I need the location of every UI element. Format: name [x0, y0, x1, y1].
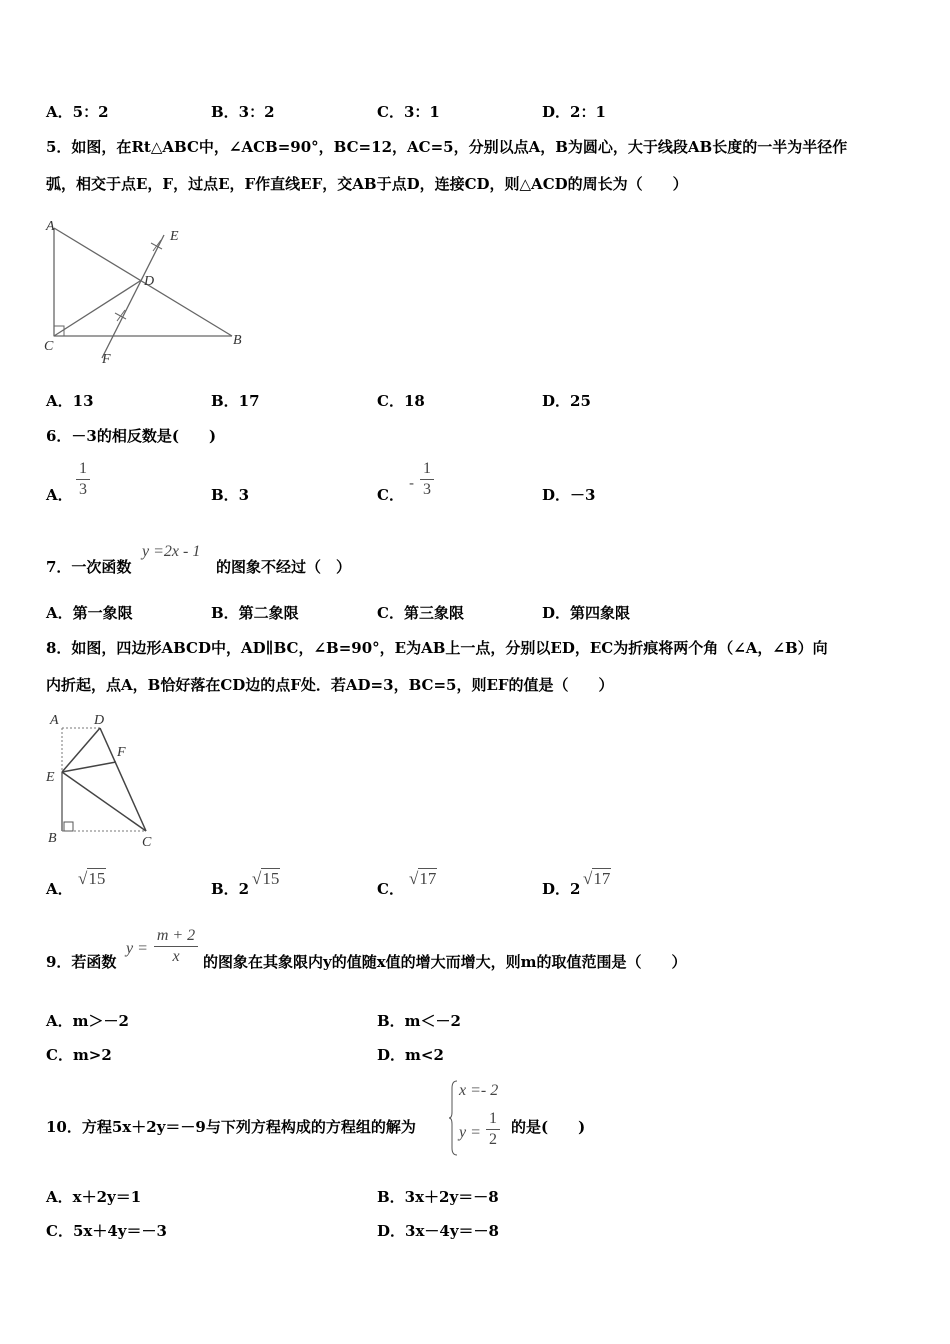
- q8-stem-line1: 8．如图，四边形ABCD中，AD∥BC，∠B=90°，E为AB上一点，分别以ED，EC为折痕将两个角（∠A，∠B）向: [46, 639, 828, 657]
- q9-denominator: x: [172, 948, 180, 965]
- q9-option-c: C．m>2: [46, 1046, 112, 1064]
- q9-numerator: m + 2: [156, 927, 196, 944]
- q5-option-b: B．17: [211, 392, 260, 410]
- q10-option-a: A．x＋2y＝1: [46, 1188, 142, 1206]
- q4-option-a: A．5：2: [46, 103, 109, 121]
- q10-system-y: y =: [459, 1124, 481, 1141]
- q7-formula: y =2x - 1: [142, 543, 201, 560]
- q10-stem-suffix: 的是( ): [511, 1118, 586, 1136]
- q8-option-a-label: A．: [46, 880, 73, 898]
- q5-option-c: C．18: [377, 392, 425, 410]
- q9-fraction: [154, 927, 198, 966]
- q6-option-c-sign: -: [409, 474, 415, 492]
- q9-option-a: A．m＞－2: [46, 1012, 129, 1030]
- q10-brace: [448, 1080, 458, 1156]
- q10-option-b: B．3x＋2y＝－8: [377, 1188, 499, 1206]
- q7-option-d: D．第四象限: [542, 604, 631, 622]
- q8-option-c-label: C．: [377, 880, 404, 898]
- q6-option-b: B．3: [211, 486, 250, 504]
- q8-figure: [42, 710, 157, 850]
- q5-label-c: C: [44, 339, 54, 354]
- q10-system-fraction: [486, 1110, 500, 1149]
- q8-option-b-sqrt: √15: [252, 869, 280, 888]
- q5-stem-line2: 弧，相交于点E，F，过点E，F作直线EF，交AB于点D，连接CD，则△ACD的周长为（ ）: [46, 175, 688, 193]
- q7-option-a: A．第一象限: [46, 604, 133, 622]
- q5-line-ef: [102, 235, 164, 358]
- q6-c-numerator: 1: [423, 460, 431, 477]
- q8-label-e: E: [46, 770, 55, 785]
- q6-a-numerator: 1: [79, 460, 87, 477]
- q10-stem-prefix: 10．方程5x＋2y＝－9与下列方程构成的方程组的解为: [46, 1118, 416, 1136]
- q7-stem-prefix: 7．一次函数: [46, 558, 132, 576]
- q4-option-c: C．3：1: [377, 103, 440, 121]
- q10-option-d: D．3x－4y＝－8: [377, 1222, 499, 1240]
- q8-option-d-label: D．2: [542, 880, 581, 898]
- q5-label-d: D: [144, 274, 155, 289]
- q9-stem-prefix: 9．若函数: [46, 953, 117, 971]
- q8-label-a: A: [50, 713, 59, 728]
- q7-stem-suffix: 的图象不经过（ ）: [216, 558, 352, 576]
- q5-label-a: A: [46, 219, 55, 234]
- q7-option-b: B．第二象限: [211, 604, 299, 622]
- q6-c-denominator: 3: [423, 481, 431, 498]
- q8-stem-line2: 内折起，点A，B恰好落在CD边的点F处．若AD=3，BC=5，则EF的值是（ ）: [46, 676, 614, 694]
- q10-numerator: 1: [489, 1110, 497, 1127]
- q4-option-d: D．2：1: [542, 103, 606, 121]
- q5-label-e: E: [170, 229, 179, 244]
- q6-option-a-fraction: [76, 460, 90, 499]
- q8-label-d: D: [94, 713, 105, 728]
- q5-label-b: B: [233, 333, 242, 348]
- q10-system-x: x =- 2: [459, 1082, 499, 1099]
- q9-formula-y: y =: [126, 940, 148, 957]
- q9-stem-suffix: 的图象在其象限内y的值随x值的增大而增大，则m的取值范围是（ ）: [203, 953, 687, 971]
- q5-figure: [40, 218, 255, 368]
- q8-label-b: B: [48, 831, 57, 846]
- q8-right-angle-mark: [64, 822, 73, 831]
- q4-option-b: B．3：2: [211, 103, 275, 121]
- q6-option-a-label: A．: [46, 486, 73, 504]
- q6-a-denominator: 3: [79, 481, 87, 498]
- q8-option-b-label: B．2: [211, 880, 250, 898]
- q5-stem-line1: 5．如图，在Rt△ABC中，∠ACB=90°，BC=12，AC=5，分别以点A，B为圆心，大于线段AB长度的一半为半径作: [46, 138, 848, 156]
- q5-option-a: A．13: [46, 392, 94, 410]
- q6-option-c-label: C．: [377, 486, 404, 504]
- q10-option-c: C．5x＋4y＝－3: [46, 1222, 167, 1240]
- q9-option-b: B．m＜－2: [377, 1012, 461, 1030]
- q6-option-c-fraction: [420, 460, 434, 499]
- q6-stem: 6．－3的相反数是( ): [46, 427, 217, 445]
- q9-option-d: D．m<2: [377, 1046, 444, 1064]
- q8-option-c-sqrt: √17: [409, 869, 437, 888]
- q7-option-c: C．第三象限: [377, 604, 464, 622]
- q5-side-ab: [54, 228, 232, 336]
- q5-label-f: F: [102, 352, 111, 367]
- q8-option-a-sqrt: √15: [78, 869, 106, 888]
- q10-denominator: 2: [489, 1131, 497, 1148]
- q8-label-f: F: [117, 745, 126, 760]
- q8-label-c: C: [142, 835, 152, 850]
- q6-option-d: D．－3: [542, 486, 596, 504]
- q8-option-d-sqrt: √17: [583, 869, 611, 888]
- q5-option-d: D．25: [542, 392, 591, 410]
